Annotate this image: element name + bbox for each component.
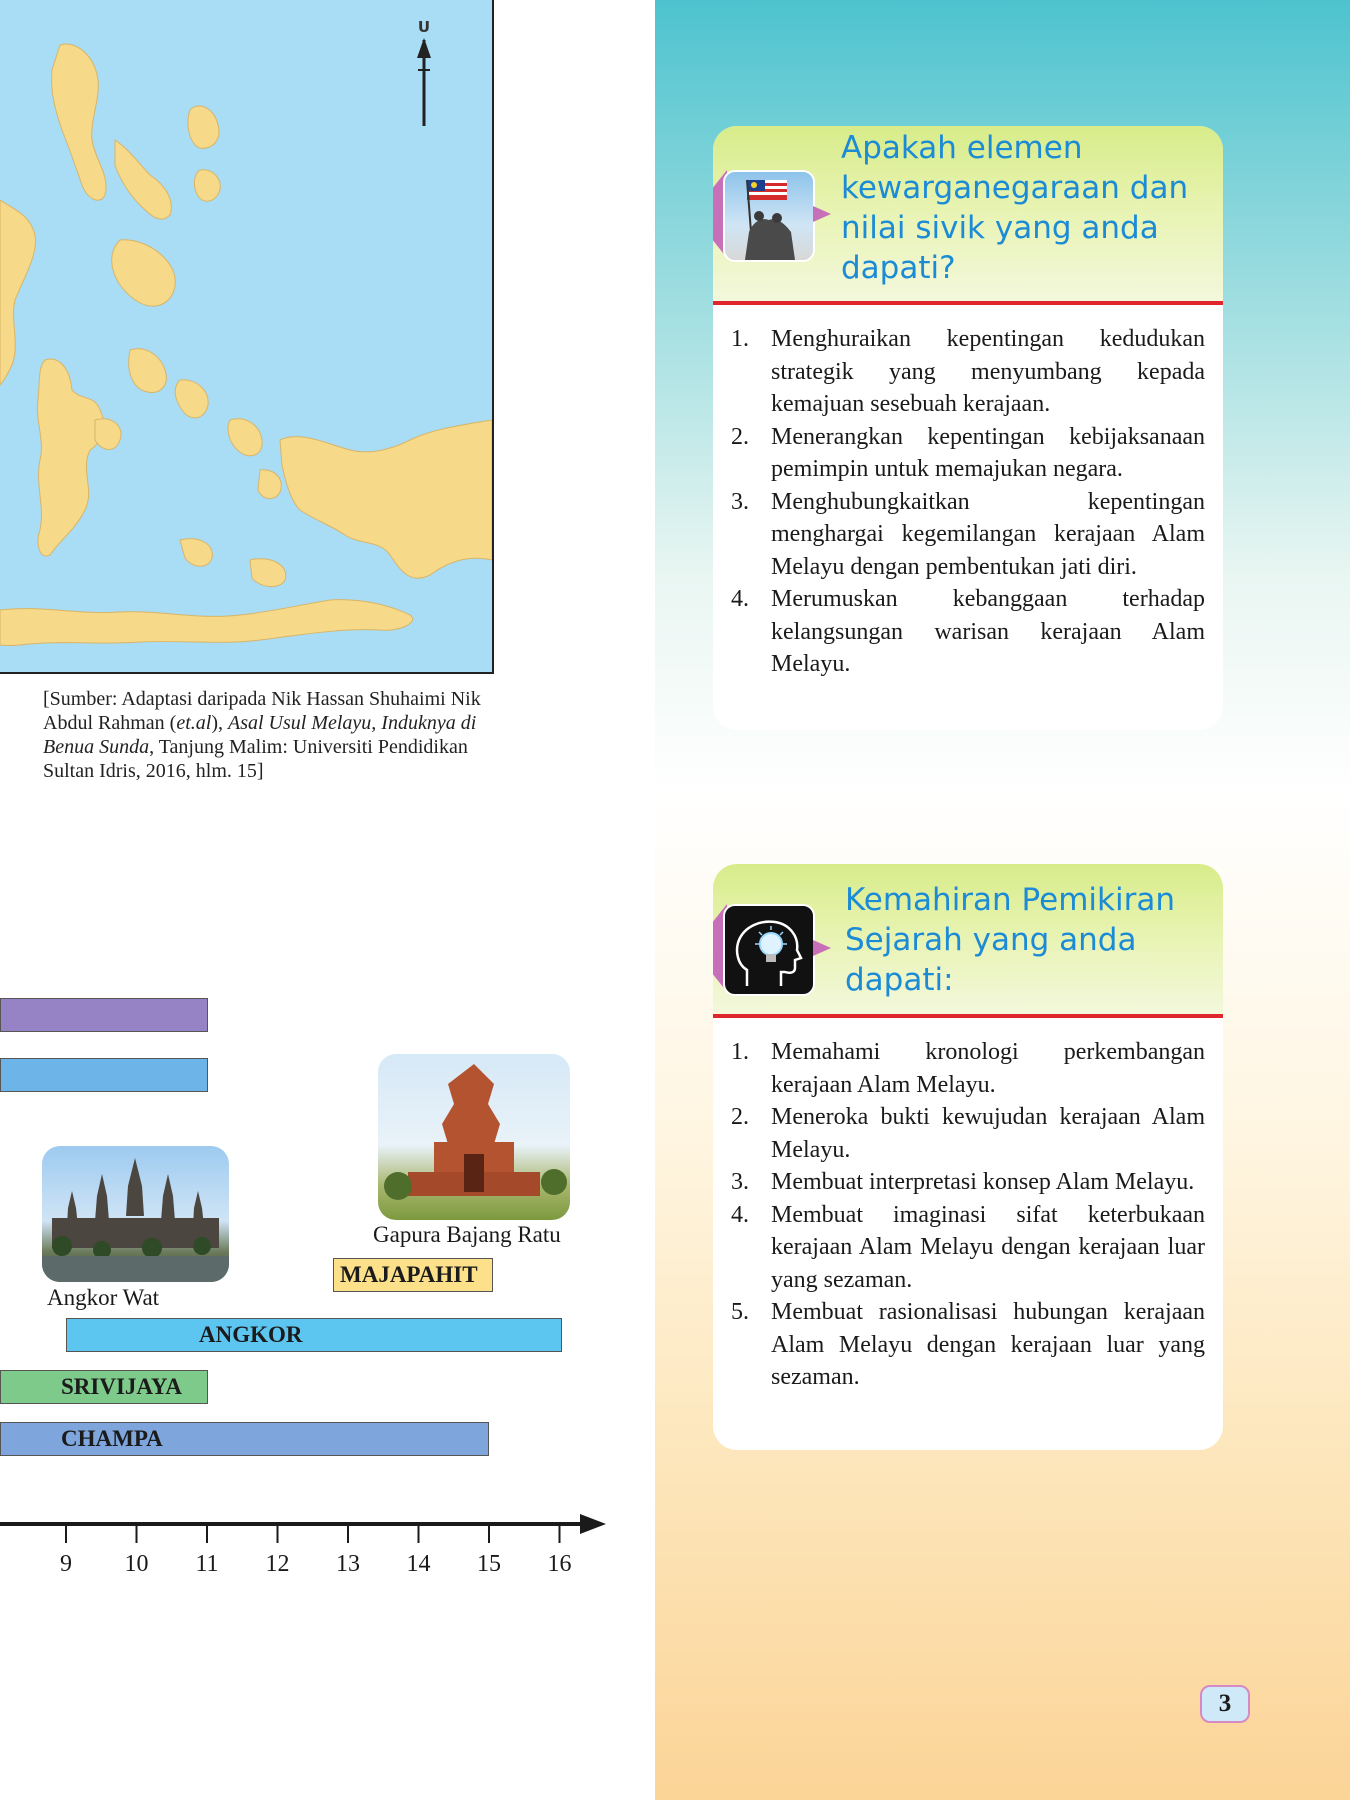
timeline-tick-label: 12 — [265, 1551, 290, 1577]
timeline-bar-unlabeled-purple — [0, 998, 208, 1032]
list-item: 1. Menghuraikan kepentingan kedudukan strategik yang menyumbang kepada kemajuan sesebuah kerajaan. — [731, 326, 1205, 417]
angkor-label: ANGKOR — [199, 1322, 303, 1347]
caption-gapura-bajang-ratu: Gapura Bajang Ratu — [373, 1222, 561, 1247]
list-item: 3. Membuat interpretasi konsep Alam Melayu. — [731, 1169, 1195, 1195]
source-book-title: Asal Usul Melayu, Induknya di Benua Sunda — [43, 712, 477, 758]
timeline-bar-angkor — [66, 1318, 562, 1352]
srivijaya-label: SRIVIJAYA — [61, 1374, 183, 1399]
civic-card-title: Apakah elemen kewarganegaraan dan nilai sivik yang anda dapati? — [841, 130, 1189, 286]
majapahit-label: MAJAPAHIT — [340, 1262, 478, 1287]
timeline-bar-majapahit — [333, 1258, 493, 1292]
list-item: 2. Menerangkan kepentingan kebijaksanaan pemimpin untuk memajukan negara. — [731, 423, 1205, 482]
timeline-tick-label: 9 — [60, 1551, 72, 1577]
timeline-axis-arrow — [580, 1514, 606, 1534]
north-arrow — [414, 18, 434, 128]
timeline-bar-srivijaya — [0, 1370, 208, 1404]
civic-objectives-list — [713, 305, 1223, 681]
list-item: 2. Meneroka bukti kewujudan kerajaan Alam Melayu. — [731, 1104, 1205, 1163]
head-lightbulb-icon — [723, 904, 815, 996]
civic-card-header — [713, 126, 1223, 305]
caption-angkor-wat: Angkor Wat — [47, 1285, 160, 1310]
list-item: 5. Membuat rasionalisasi hubungan kerajaan Alam Melayu dengan kerajaan luar yang sezaman. — [731, 1299, 1205, 1390]
source-etal: et.al — [176, 712, 212, 734]
timeline-bar-unlabeled-blue — [0, 1058, 208, 1092]
list-item: 3. Menghubungkaitkan kepentingan menghargai kegemilangan kerajaan Alam Melayu dengan pembentukan jati diri. — [731, 488, 1205, 580]
civic-icon-pointer — [813, 206, 831, 222]
north-label: U — [417, 18, 431, 36]
map-source-citation — [43, 687, 503, 783]
timeline-tick-label: 16 — [547, 1551, 572, 1577]
timeline-ticks — [60, 1524, 572, 1577]
timeline-bar-champa — [0, 1422, 489, 1456]
photo-gapura-bajang-ratu — [378, 1054, 570, 1220]
source-prefix: [Sumber: Adaptasi daripada Nik Hassan Shuhaimi Nik Abdul Rahman ( — [43, 688, 481, 734]
thinking-skills-card — [713, 864, 1223, 1450]
timeline-axis — [0, 1505, 620, 1585]
list-item: 1. Memahami kronologi perkembangan kerajaan Alam Melayu. — [731, 1039, 1205, 1098]
source-suffix: , Tanjung Malim: Universiti Pendidikan Sultan Idris, 2016, hlm. 15] — [43, 736, 468, 782]
timeline-tick-label: 10 — [124, 1551, 149, 1577]
timeline-tick-label: 15 — [477, 1551, 501, 1577]
skills-card-header — [713, 864, 1223, 1018]
monument-flag-icon — [723, 170, 815, 262]
skills-icon-pointer — [813, 940, 831, 956]
list-item: 4. Membuat imaginasi sifat keterbukaan kerajaan Alam Melayu dengan kerajaan luar yang sezaman. — [731, 1201, 1205, 1293]
skills-objectives-list — [713, 1018, 1223, 1394]
photo-angkor-wat — [42, 1146, 229, 1282]
map-southeast-asia — [0, 0, 494, 674]
timeline-tick-label: 11 — [195, 1551, 219, 1577]
skills-card-title: Kemahiran Pemikiran Sejarah yang anda dapati: — [845, 882, 1175, 998]
list-item: 4. Merumuskan kebanggaan terhadap kelangsungan warisan kerajaan Alam Melayu. — [731, 586, 1205, 677]
page-number: 3 — [1200, 1685, 1250, 1723]
timeline-tick-label: 13 — [336, 1551, 360, 1577]
champa-label: CHAMPA — [61, 1426, 163, 1451]
timeline-tick-label: 14 — [406, 1551, 431, 1577]
civic-values-card — [713, 126, 1223, 730]
source-mid: ), — [211, 712, 228, 734]
